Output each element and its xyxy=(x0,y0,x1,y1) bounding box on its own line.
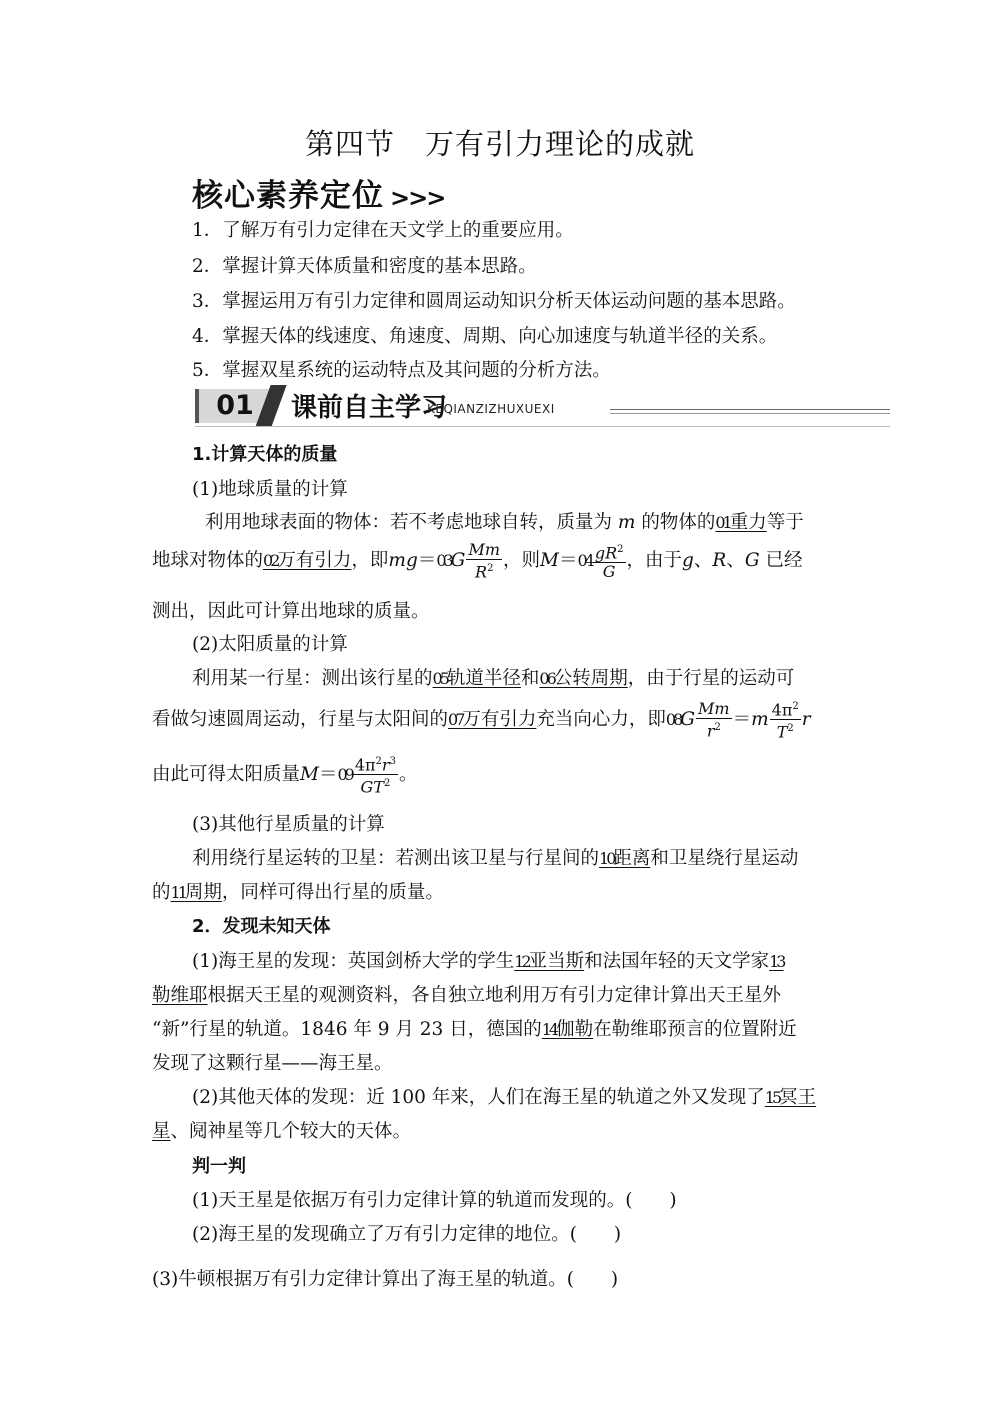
blank-09: 09 xyxy=(337,764,352,784)
neptune-line-3: “新”行星的轨道。1846 年 9 月 23 日，德国的14伽勒在勒维耶预言的位置附近 xyxy=(152,1019,797,1040)
blank-11: 11周期 xyxy=(170,882,222,903)
neptune-line-2: 勒维耶根据天王星的观测资料，各自独立地利用万有引力定律计算出天王星外 xyxy=(152,985,782,1006)
sun-mass-heading: (2)太阳质量的计算 xyxy=(192,634,348,655)
blank-05: 05轨道半径 xyxy=(432,668,521,689)
other-planet-line-1: 利用绕行星运转的卫星：若测出该卫星与行星间的10距离和卫星绕行星运动 xyxy=(192,848,799,869)
blank-13: 勒维耶 xyxy=(152,985,208,1006)
objective-4: 4．掌握天体的线速度、角速度、周期、向心加速度与轨道半径的关系。 xyxy=(192,326,778,347)
blank-02: 02万有引力 xyxy=(263,550,352,572)
other-bodies-line-2: 星、阋神星等几个较大的天体。 xyxy=(152,1121,412,1142)
banner-pinyin: KEQIANZIZHUXUEXI xyxy=(427,402,555,416)
formula-centripetal-right: $\frac{4\pi^2}{T^2}$ xyxy=(770,698,801,742)
neptune-line-1: (1)海王星的发现：英国剑桥大学的学生12亚当斯和法国年轻的天文学家13 xyxy=(192,951,784,972)
formula-earth-mass: $\frac{gR^2}{G}$ xyxy=(593,541,626,581)
blank-10: 10距离 xyxy=(599,848,651,869)
blank-06: 06公转周期 xyxy=(539,668,628,689)
other-planet-heading: (3)其他行星质量的计算 xyxy=(192,814,385,835)
sun-mass-line-1: 利用某一行星：测出该行星的05轨道半径和06公转周期，由于行星的运动可 xyxy=(192,668,795,689)
judge-item-2: (2)海王星的发现确立了万有引力定律的地位。( ) xyxy=(192,1224,622,1245)
objective-2: 2．掌握计算天体质量和密度的基本思路。 xyxy=(192,256,537,277)
earth-mass-line-1: 利用地球表面的物体：若不考虑地球自转，质量为 m 的物体的01重力等于 xyxy=(205,512,804,533)
blank-12: 12亚当斯 xyxy=(514,951,585,972)
section-banner xyxy=(195,385,890,427)
blank-13-index: 13 xyxy=(769,952,784,971)
neptune-line-4: 发现了这颗行星——海王星。 xyxy=(152,1053,393,1074)
objective-1: 1．了解万有引力定律在天文学上的重要应用。 xyxy=(192,220,574,241)
banner-number: 01 xyxy=(195,389,271,423)
earth-mass-line-2: 地球对物体的02万有引力，即mg＝03G $\frac{Mm}{R^2}$ ，则M＝04 $\frac{gR^2}{G}$ ，由于g、R、G 已经 xyxy=(152,540,803,582)
judge-item-3: (3)牛顿根据万有引力定律计算出了海王星的轨道。( ) xyxy=(152,1269,619,1290)
blank-01: 01重力 xyxy=(715,512,767,533)
formula-sun-mass: $\frac{4\pi^2r^3}{GT^2}$ xyxy=(353,753,398,797)
sun-mass-line-3: 由此可得太阳质量M＝09 $\frac{4\pi^2r^3}{GT^2}$ 。 xyxy=(152,753,417,797)
objective-3: 3．掌握运用万有引力定律和圆周运动知识分析天体运动问题的基本思路。 xyxy=(192,291,796,312)
blank-14: 14伽勒 xyxy=(541,1019,594,1040)
formula-gravity: $\frac{Mm}{R^2}$ xyxy=(468,540,501,582)
blank-08: 08 xyxy=(665,709,681,729)
page-title: 第四节 万有引力理论的成就 xyxy=(304,127,695,161)
banner-label: 课前自主学习 xyxy=(291,393,448,423)
blank-07: 07万有引力 xyxy=(448,708,537,730)
judge-title: 判一判 xyxy=(192,1156,246,1177)
earth-mass-line-3: 测出，因此可计算出地球的质量。 xyxy=(152,601,430,622)
other-planet-line-2: 的11周期，同样可得出行星的质量。 xyxy=(152,882,444,903)
blank-03: 03 xyxy=(436,551,451,571)
section-2-title: 2．发现未知天体 xyxy=(192,916,331,937)
blank-15-cont: 星 xyxy=(152,1121,171,1142)
formula-centripetal-left: $\frac{Mm}{r^2}$ xyxy=(698,698,730,740)
objective-5: 5．掌握双星系统的运动特点及其问题的分析方法。 xyxy=(192,360,611,381)
blank-15: 15冥王 xyxy=(764,1087,817,1108)
core-literacy-heading xyxy=(192,170,444,215)
other-bodies-line-1: (2)其他天体的发现：近 100 年来，人们在海王星的轨道之外又发现了15冥王 xyxy=(192,1087,817,1108)
blank-04: 04 xyxy=(577,551,592,571)
core-literacy-label: 核心素养定位 xyxy=(192,178,384,214)
sun-mass-line-2: 看做匀速圆周运动，行星与太阳间的07万有引力充当向心力，即08G $\frac{Mm}{r^2}$ ＝m $\frac{4\pi^2}{T^2}$ r xyxy=(152,698,811,742)
banner-base-line xyxy=(195,426,890,427)
earth-mass-heading: (1)地球质量的计算 xyxy=(192,479,348,500)
judge-item-1: (1)天王星是依据万有引力定律计算的轨道而发现的。( ) xyxy=(192,1190,677,1211)
banner-rule xyxy=(610,409,890,414)
heading-arrows: >>> xyxy=(390,184,445,212)
section-1-title: 1.计算天体的质量 xyxy=(192,444,338,465)
